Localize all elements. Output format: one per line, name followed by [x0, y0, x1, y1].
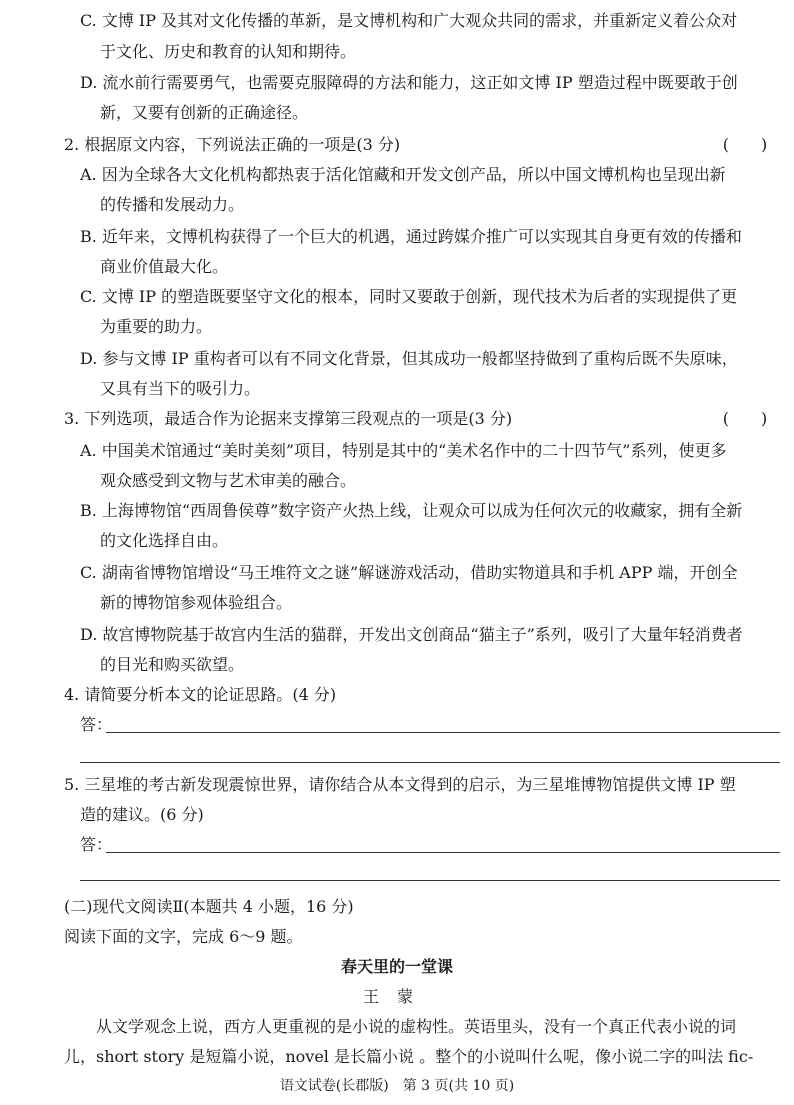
article-title: 春天里的一堂课: [340, 957, 453, 976]
section-instruction: 阅读下面的文字，完成 6～9 题。: [64, 927, 303, 946]
q5-stem-line2: 造的建议。(6 分): [80, 805, 204, 824]
q4-answer-line-1[interactable]: [106, 732, 780, 733]
q3-option-d-line1: D. 故宫博物院基于故宫内生活的猫群，开发出文创商品“猫主子”系列，吸引了大量年轻消费者: [80, 625, 743, 644]
q1-option-c-line1: C. 文博 IP 及其对文化传播的革新，是文博机构和广大观众共同的需求，并重新定义着公众对: [80, 11, 738, 30]
page-footer: 语文试卷(长郡版) 第 3 页(共 10 页): [279, 1078, 515, 1094]
q1-option-d-line2: 新，又要有创新的正确途径。: [100, 103, 309, 122]
q3-answer-bracket[interactable]: ( ): [722, 409, 768, 428]
q3-option-a-line1: A. 中国美术馆通过“美时美刻”项目，特别是其中的“美术名作中的二十四节气”系列，使更多: [80, 441, 727, 460]
q2-option-a-line2: 的传播和发展动力。: [100, 195, 245, 214]
q4-answer-label: 答：: [80, 715, 113, 734]
q2-option-d-line1: D. 参与文博 IP 重构者可以有不同文化背景，但其成功一般都坚持做到了重构后既不失原味，: [80, 349, 738, 368]
q3-option-c-line2: 新的博物馆参观体验组合。: [100, 593, 293, 612]
q4-stem: 4. 请简要分析本文的论证思路。(4 分): [64, 685, 337, 704]
q5-answer-label: 答：: [80, 835, 113, 854]
q3-stem: 3. 下列选项，最适合作为论据来支撑第三段观点的一项是(3 分): [64, 409, 513, 428]
q2-option-b-line1: B. 近年来，文博机构获得了一个巨大的机遇，通过跨媒介推广可以实现其自身更有效的传播和: [80, 227, 742, 246]
q3-option-d-line2: 的目光和购买欲望。: [100, 655, 245, 674]
q5-stem-line1: 5. 三星堆的考古新发现震惊世界，请你结合从本文得到的启示，为三星堆博物馆提供文博 IP 塑: [64, 775, 736, 794]
q1-option-c-line2: 于文化、历史和教育的认知和期待。: [100, 42, 357, 61]
q3-option-c-line1: C. 湖南省博物馆增设“马王堆符文之谜”解谜游戏活动，借助实物道具和手机 APP 端，开创全: [80, 563, 738, 582]
q2-option-d-line2: 又具有当下的吸引力。: [100, 379, 261, 398]
q2-option-b-line2: 商业价值最大化。: [100, 257, 229, 276]
article-author: 王蒙: [362, 987, 431, 1006]
q2-stem: 2. 根据原文内容，下列说法正确的一项是(3 分): [64, 135, 401, 154]
q2-option-c-line2: 为重要的助力。: [100, 317, 213, 336]
q3-option-a-line2: 观众感受到文物与艺术审美的融合。: [100, 471, 357, 490]
q2-option-a-line1: A. 因为全球各大文化机构都热衷于活化馆藏和开发文创产品，所以中国文博机构也呈现出新: [80, 165, 726, 184]
q3-option-b-line1: B. 上海博物馆“西周鲁侯尊”数字资产火热上线，让观众可以成为任何次元的收藏家，拥有全新: [80, 501, 743, 520]
article-paragraph-line2: 儿，short story 是短篇小说，novel 是长篇小说 。整个的小说叫什么呢，像小说二字的叫法 fic-: [64, 1047, 754, 1066]
article-paragraph-line1: 从文学观念上说，西方人更重视的是小说的虚构性。英语里头，没有一个真正代表小说的词: [64, 1017, 737, 1036]
q5-answer-line-2[interactable]: [80, 880, 780, 881]
q4-answer-line-2[interactable]: [80, 762, 780, 763]
q3-option-b-line2: 的文化选择自由。: [100, 531, 229, 550]
q2-option-c-line1: C. 文博 IP 的塑造既要坚守文化的根本，同时又要敢于创新，现代技术为后者的实现提供了更: [80, 287, 738, 306]
section-heading: (二)现代文阅读Ⅱ(本题共 4 小题，16 分): [64, 897, 354, 916]
q2-answer-bracket[interactable]: ( ): [722, 135, 768, 154]
q1-option-d-line1: D. 流水前行需要勇气，也需要克服障碍的方法和能力，这正如文博 IP 塑造过程中既要敢于创: [80, 73, 738, 92]
q5-answer-line-1[interactable]: [106, 852, 780, 853]
